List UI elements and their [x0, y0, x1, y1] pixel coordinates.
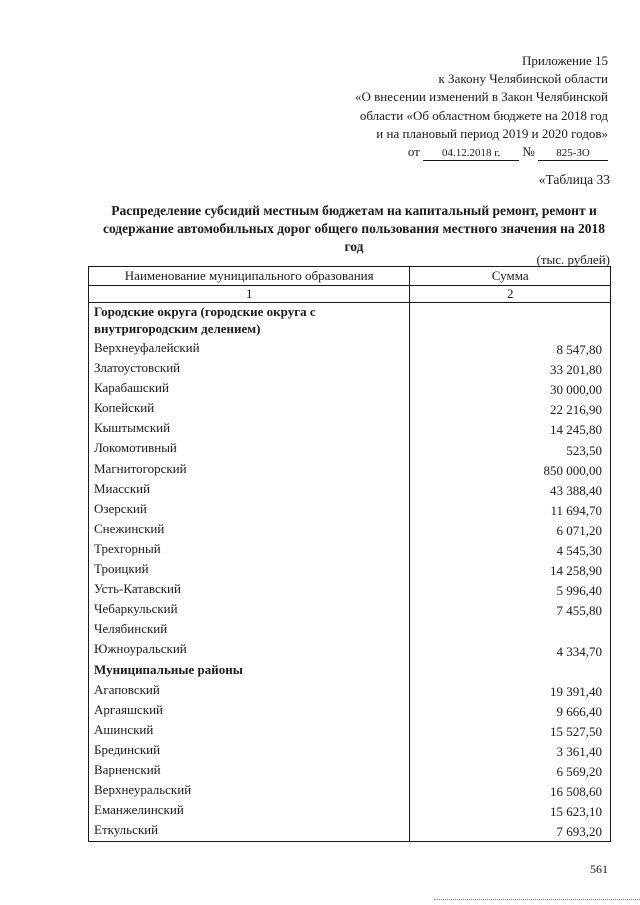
table-row [89, 359, 611, 379]
subsidy-amount: 16 508,60 [410, 781, 611, 801]
section-title: Городские округа (городские округа с внутригородским делением) [89, 303, 410, 340]
subsidy-amount: 33 201,80 [410, 359, 611, 379]
municipality-name: Кыштымский [89, 419, 410, 439]
table-row [89, 439, 611, 459]
subsidy-amount: 850 000,00 [410, 460, 611, 480]
table-row [89, 681, 611, 701]
table-row [89, 761, 611, 781]
table-row [89, 500, 611, 520]
municipality-name: Варненский [89, 761, 410, 781]
appendix-header [278, 52, 608, 161]
municipality-name: Южноуральский [89, 640, 410, 660]
municipality-name: Копейский [89, 399, 410, 419]
municipality-name: Аргаяшский [89, 701, 410, 721]
table-row [89, 821, 611, 842]
subsidy-amount: 14 258,90 [410, 560, 611, 580]
subsidy-amount: 19 391,40 [410, 681, 611, 701]
subsidy-amount: 523,50 [410, 439, 611, 459]
municipality-name: Магнитогорский [89, 460, 410, 480]
table-row [89, 339, 611, 359]
table-row [89, 640, 611, 660]
table-tag: «Таблица 33 [538, 172, 610, 187]
decree-from-label: от [407, 144, 420, 160]
law-reference-line-4: и на плановый период 2019 и 2020 годов» [376, 125, 608, 141]
scan-edge-line [434, 899, 640, 900]
table-row [89, 620, 611, 640]
table-row [89, 419, 611, 439]
subsidy-amount: 6 569,20 [410, 761, 611, 781]
table-row [89, 379, 611, 399]
table-row [89, 540, 611, 560]
column-number-1: 1 [89, 286, 410, 303]
law-reference-line-2: «О внесении изменений в Закон Челябинской [354, 89, 608, 105]
section-row-municipal-districts [89, 661, 611, 681]
municipality-name: Карабашский [89, 379, 410, 399]
municipality-name: Еманжелинский [89, 801, 410, 821]
appendix-number: Приложение 15 [521, 53, 608, 68]
subsidy-amount: 4 334,70 [410, 640, 611, 660]
municipality-name: Челябинский [89, 620, 410, 640]
subsidy-amount: 15 527,50 [410, 721, 611, 741]
table-row [89, 520, 611, 540]
municipality-name: Агаповский [89, 681, 410, 701]
table-row [89, 460, 611, 480]
subsidy-amount: 3 361,40 [410, 741, 611, 761]
subsidy-amount: 7 693,20 [410, 821, 611, 842]
decree-date: 04.12.2018 г. [423, 146, 519, 161]
municipality-name: Верхнеуфалейский [89, 339, 410, 359]
table-row [89, 741, 611, 761]
table-row [89, 480, 611, 500]
municipality-name: Брединский [89, 741, 410, 761]
subsidy-amount: 7 455,80 [410, 600, 611, 620]
municipality-name: Локомотивный [89, 439, 410, 459]
table-row [89, 399, 611, 419]
decree-number-label: № [522, 144, 535, 160]
table-body [89, 303, 611, 842]
municipality-name: Трехгорный [89, 540, 410, 560]
municipality-name: Ашинский [89, 721, 410, 741]
municipality-name: Чебаркульский [89, 600, 410, 620]
subsidy-amount: 43 388,40 [410, 480, 611, 500]
page-number: 561 [590, 862, 608, 876]
table-row [89, 721, 611, 741]
column-number-2: 2 [410, 286, 611, 303]
subsidy-amount [410, 620, 611, 640]
subsidy-amount: 30 000,00 [410, 379, 611, 399]
decree-number: 825-ЗО [538, 146, 608, 161]
subsidy-amount: 5 996,40 [410, 580, 611, 600]
law-reference-line-3: области «Об областном бюджете на 2018 год [359, 107, 608, 123]
column-header-name: Наименование муниципального образования [89, 267, 410, 286]
municipality-name: Троицкий [89, 560, 410, 580]
document-title: Распределение субсидий местным бюджетам на капитальный ремонт, ремонт и содержание автомобильных дорог общего пользования местного значения на 2018 год [102, 203, 606, 254]
law-reference-line-1: к Закону Челябинской области [438, 71, 608, 87]
municipality-name: Озерский [89, 500, 410, 520]
table-row [89, 560, 611, 580]
municipality-name: Верхнеуральский [89, 781, 410, 801]
subsidy-amount: 6 071,20 [410, 520, 611, 540]
municipality-name: Усть-Катавский [89, 580, 410, 600]
subsidy-amount: 11 694,70 [410, 500, 611, 520]
subsidy-table [88, 266, 611, 842]
subsidy-amount: 14 245,80 [410, 419, 611, 439]
subsidy-amount: 22 216,90 [410, 399, 611, 419]
municipality-name: Снежинский [89, 520, 410, 540]
table-row [89, 580, 611, 600]
subsidy-amount: 8 547,80 [410, 339, 611, 359]
subsidy-amount: 9 666,40 [410, 701, 611, 721]
subsidy-amount: 4 545,30 [410, 540, 611, 560]
decree-line [278, 143, 608, 161]
subsidy-amount: 15 623,10 [410, 801, 611, 821]
municipality-name: Еткульский [89, 821, 410, 842]
units-label: (тыс. рублей) [536, 252, 610, 267]
table-row [89, 801, 611, 821]
municipality-name: Миасский [89, 480, 410, 500]
section-row-urban-districts [89, 303, 611, 340]
table-row [89, 781, 611, 801]
table-row [89, 600, 611, 620]
municipality-name: Златоустовский [89, 359, 410, 379]
section-title: Муниципальные районы [89, 661, 410, 681]
table-row [89, 701, 611, 721]
column-header-sum: Сумма [410, 267, 611, 286]
